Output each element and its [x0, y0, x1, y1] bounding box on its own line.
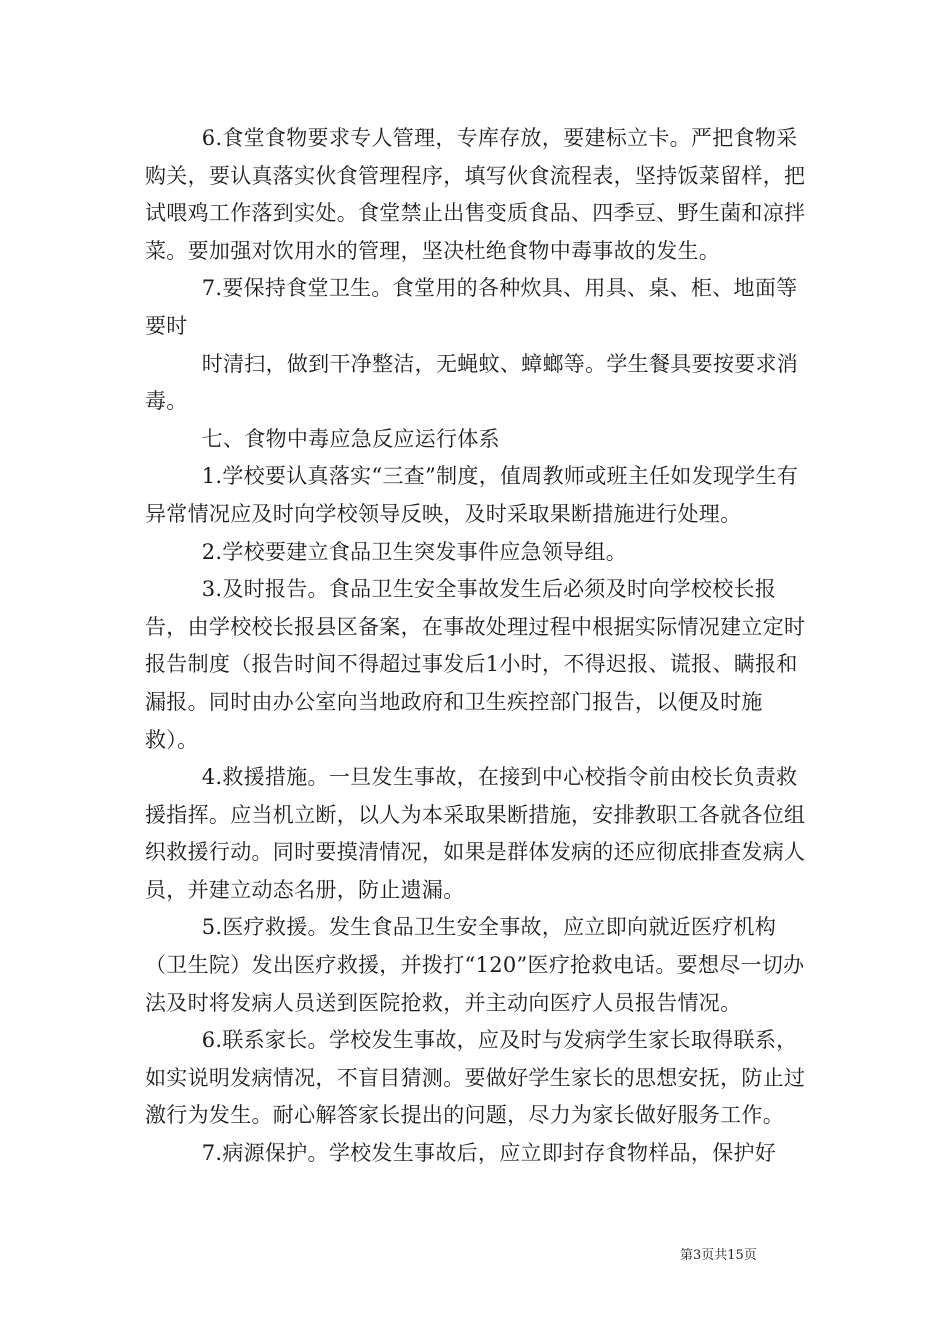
paragraph-item-6: 6.食堂食物要求专人管理，专库存放，要建标立卡。严把食物采购关，要认真落实伙食管理程序，填写伙食流程表，坚持饭菜留样，把试喂鸡工作落到实处。食堂禁止出售变质食品、四季豆、野生菌和凉拌菜。要加强对饮用水的管理，坚决杜绝食物中毒事故的发生。 — [145, 126, 806, 263]
paragraph-step-3: 3.及时报告。食品卫生安全事故发生后必须及时向学校校长报告，由学校校长报县区备案，在事故处理过程中根据实际情况建立定时报告制度（报告时间不得超过事发后1小时，不得迟报、谎报、瞒报和漏报。同时由办公室向当地政府和卫生疾控部门报告，以便及时施救）。 — [145, 577, 806, 752]
document-body — [145, 120, 810, 1173]
paragraph-step-7: 7.病源保护。学校发生事故后，应立即封存食物样品，保护好 — [201, 1141, 777, 1166]
paragraph-item-7-continued: 时清扫，做到干净整洁，无蝇蚊、蟑螂等。学生餐具要按要求消毒。 — [145, 351, 799, 414]
page-number: 第3页共15页 — [680, 1248, 757, 1263]
paragraph-step-2: 2.学校要建立食品卫生突发事件应急领导组。 — [201, 539, 628, 564]
paragraph-step-4: 4.救援措施。一旦发生事故，在接到中心校指令前由校长负责救援指挥。应当机立断，以人为本采取果断措施，安排教职工各就各位组织救援行动。同时要摸清情况，如果是群体发病的还应彻底排查发病人员，并建立动态名册，防止遗漏。 — [145, 765, 806, 902]
paragraph-step-1: 1.学校要认真落实“三查”制度，值周教师或班主任如发现学生有异常情况应及时向学校领导反映，及时采取果断措施进行处理。 — [145, 464, 799, 526]
paragraph-step-5: 5.医疗救援。发生食品卫生安全事故，应立即向就近医疗机构（卫生院）发出医疗救援，并拨打“120”医疗抢救电话。要想尽一切办法及时将发病人员送到医院抢救，并主动向医疗人员报告情况。 — [145, 915, 805, 1015]
paragraph-step-6: 6.联系家长。学校发生事故，应及时与发病学生家长取得联系，如实说明发病情况，不盲目猜测。要做好学生家长的思想安抚，防止过激行为发生。耐心解答家长提出的问题，尽力为家长做好服务工作。 — [145, 1028, 806, 1128]
section-heading: 七、食物中毒应急反应运行体系 — [201, 426, 500, 451]
paragraph-item-7: 7.要保持食堂卫生。食堂用的各种炊具、用具、桌、柜、地面等要时 — [145, 276, 798, 338]
